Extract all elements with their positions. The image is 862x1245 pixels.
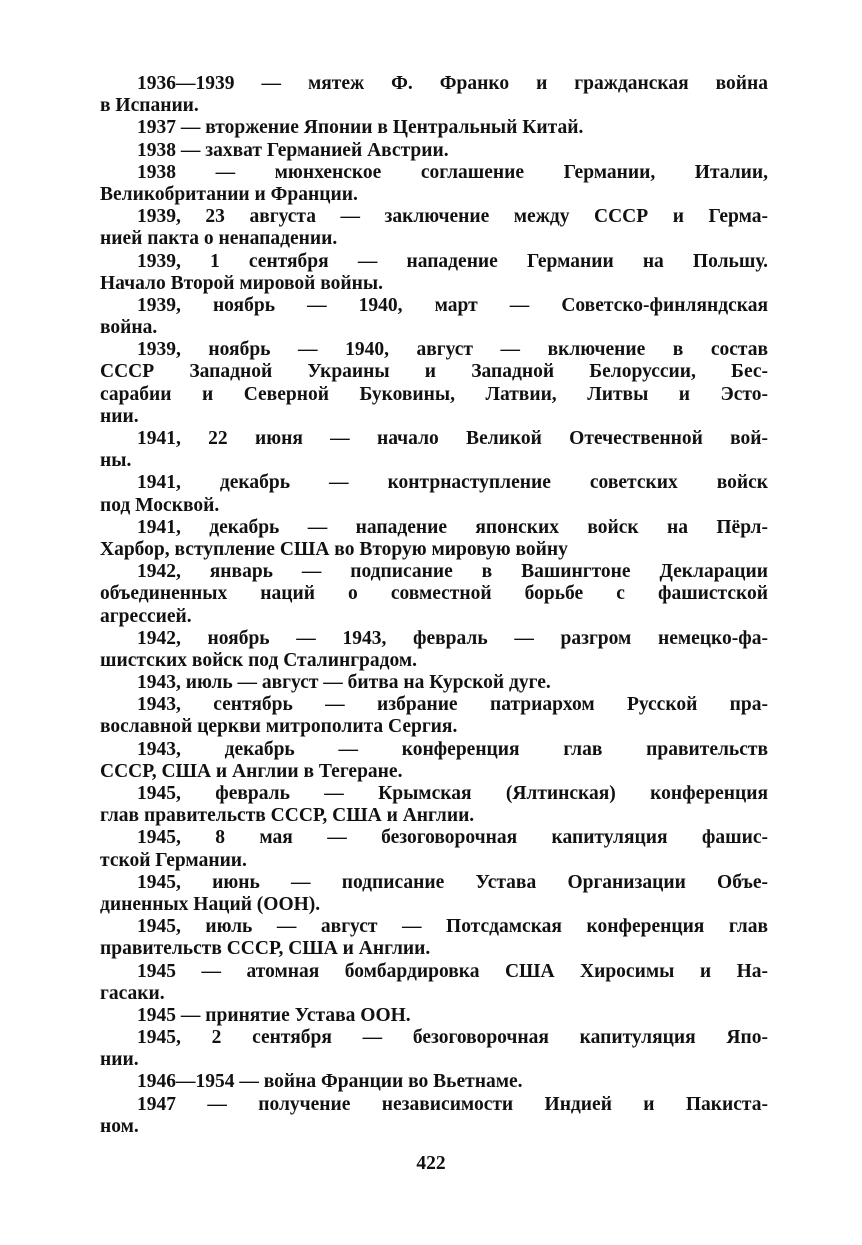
chronology-entry bbox=[100, 672, 768, 694]
text-line: в Испании. bbox=[100, 95, 199, 117]
text-line: нии. bbox=[100, 405, 139, 427]
text-line: 1943, сентябрь — избрание патриархом Русской пра- bbox=[137, 694, 768, 716]
chronology-entry bbox=[100, 628, 768, 672]
text-line: 1941, декабрь — нападение японских войск на Пёрл- bbox=[137, 516, 768, 538]
text-line: под Москвой. bbox=[100, 494, 220, 516]
text-line: 1943, декабрь — конференция глав правительств bbox=[137, 738, 768, 760]
text-line: Начало Второй мировой войны. bbox=[100, 272, 384, 294]
chronology-entry bbox=[100, 140, 768, 162]
text-line: 1942, январь — подписание в Вашингтоне Декларации bbox=[137, 561, 768, 583]
text-line: 1945, февраль — Крымская (Ялтинская) конференция bbox=[137, 783, 768, 804]
text-line: 1939, ноябрь — 1940, март — Советско-финляндская bbox=[137, 294, 768, 316]
text-line: 1945 — принятие Устава ООН. bbox=[137, 1004, 411, 1026]
text-line: 1945 — атомная бомбардировка США Хиросимы и На- bbox=[137, 960, 768, 982]
text-line: ном. bbox=[100, 1115, 139, 1137]
text-line: 1943, июль — август — битва на Курской дуге. bbox=[137, 672, 551, 694]
page-number: 422 bbox=[416, 1153, 446, 1174]
text-line: тской Германии. bbox=[100, 849, 247, 871]
text-line: нии. bbox=[100, 1049, 139, 1071]
text-line: 1941, 22 июня — начало Великой Отечественной вой- bbox=[137, 428, 768, 449]
chronology-entry bbox=[100, 472, 768, 516]
chronology-entry bbox=[100, 73, 768, 117]
text-line: 1945, 8 мая — безоговорочная капитуляция фашис- bbox=[137, 827, 768, 849]
text-line: 1938 — захват Германией Австрии. bbox=[137, 139, 449, 161]
text-line: сарабии и Северной Буковины, Латвии, Литвы и Эсто- bbox=[100, 383, 768, 405]
chronology-entry bbox=[100, 827, 768, 871]
chronology-entry bbox=[100, 117, 768, 139]
text-line: Харбор, вступление США во Вторую мировую войну bbox=[100, 538, 568, 560]
chronology-entry bbox=[100, 872, 768, 916]
text-line: 1947 — получение независимости Индией и Пакиста- bbox=[137, 1093, 768, 1115]
text-line: вославной церкви митрополита Сергия. bbox=[100, 716, 458, 738]
text-line: 1938 — мюнхенское соглашение Германии, Италии, bbox=[137, 161, 768, 183]
chronology-entry bbox=[100, 339, 768, 428]
text-line: ны. bbox=[100, 450, 132, 472]
text-line: правительств СССР, США и Англии. bbox=[100, 938, 431, 960]
chronology-entry bbox=[100, 206, 768, 250]
text-line: 1946—1954 — война Франции во Вьетнаме. bbox=[137, 1071, 523, 1093]
text-line: 1945, 2 сентября — безоговорочная капитуляция Япо- bbox=[137, 1027, 768, 1049]
chronology-entry bbox=[100, 1005, 768, 1027]
text-line: 1939, ноябрь — 1940, август — включение в состав bbox=[137, 339, 768, 361]
text-line: 1941, декабрь — контрнаступление советских войск bbox=[137, 472, 768, 494]
text-line: нией пакта о ненападении. bbox=[100, 228, 338, 250]
chronology-entry bbox=[100, 1027, 768, 1071]
text-line: глав правительств СССР, США и Англии. bbox=[100, 805, 475, 827]
chronology-entry bbox=[100, 1094, 768, 1138]
text-line: 1945, июль — август — Потсдамская конференция глав bbox=[137, 916, 768, 938]
text-line: 1939, 1 сентября — нападение Германии на Польшу. bbox=[137, 250, 768, 272]
text-line: агрессией. bbox=[100, 605, 192, 627]
text-line: Великобритании и Франции. bbox=[100, 183, 358, 205]
chronology-entry bbox=[100, 1071, 768, 1093]
chronology-entry bbox=[100, 428, 768, 472]
chronology-entry bbox=[100, 694, 768, 738]
chronology-entry bbox=[100, 961, 768, 1005]
text-line: 1936—1939 — мятеж Ф. Франко и гражданская война bbox=[137, 73, 768, 94]
chronology-entry bbox=[100, 739, 768, 783]
chronology-entry bbox=[100, 162, 768, 206]
text-line: гасаки. bbox=[100, 982, 165, 1004]
chronology-entry bbox=[100, 783, 768, 827]
chronology-entry bbox=[100, 295, 768, 339]
text-line: диненных Наций (ООН). bbox=[100, 893, 321, 915]
chronology-entry bbox=[100, 916, 768, 960]
text-line: война. bbox=[100, 317, 158, 339]
chronology-text bbox=[100, 73, 768, 1138]
text-line: СССР Западной Украины и Западной Белоруссии, Бес- bbox=[100, 361, 768, 383]
chronology-entry bbox=[100, 561, 768, 628]
text-line: 1939, 23 августа — заключение между СССР и Герма- bbox=[137, 206, 768, 228]
text-line: СССР, США и Англии в Тегеране. bbox=[100, 760, 403, 782]
text-line: шистских войск под Сталинградом. bbox=[100, 649, 418, 671]
chronology-entry bbox=[100, 517, 768, 561]
text-line: 1945, июнь — подписание Устава Организации Объе- bbox=[137, 871, 768, 893]
text-line: 1942, ноябрь — 1943, февраль — разгром немецко-фа- bbox=[137, 627, 768, 649]
text-line: 1937 — вторжение Японии в Центральный Китай. bbox=[137, 117, 584, 139]
text-line: объединенных наций о совместной борьбе с фашистской bbox=[100, 583, 768, 605]
chronology-entry bbox=[100, 251, 768, 295]
